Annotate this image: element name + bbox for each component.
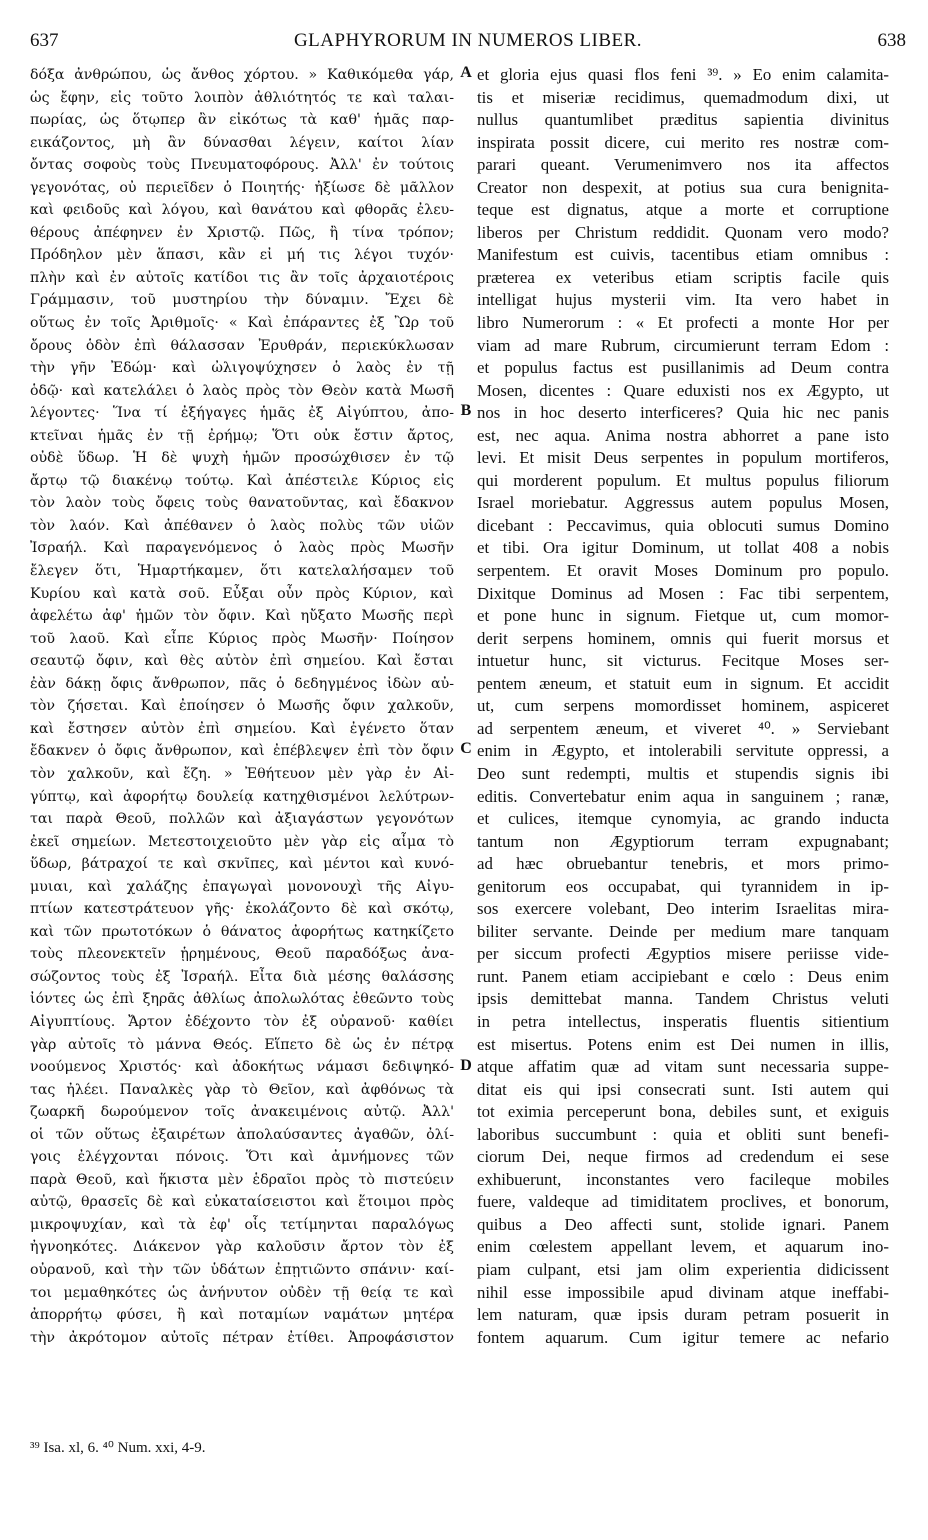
greek-text-line: γὰρ αὐτοῖς τὸ μάννα Θεός. Εἵπετο δὲ ὡς ἐν πέτρᾳ xyxy=(30,1036,454,1053)
latin-text-line: per siccum profecti Ægyptios misere periisse vide- xyxy=(477,944,889,964)
greek-text-line: ὄρους ὁδὸν ἐπὶ θάλασσαν Ἐρυθράν, περιεκύκλωσαν xyxy=(30,337,454,354)
greek-text-line: λέγοντες· Ἵνα τί ἐξήγαγες ἡμᾶς ἐξ Αἰγύπτου, ἀπο- xyxy=(30,405,454,422)
latin-text-line: Deo sunt redempti, multis et stupendis signis ibi xyxy=(477,763,889,783)
latin-text-line: tantum non Ægyptiorum terram expugnabant; xyxy=(477,831,889,851)
greek-text-line: τὸν λαόν. Καὶ ἀπέθανεν ὁ λαὸς πολὺς τῶν υἱῶν xyxy=(30,517,454,534)
greek-text-line: πτίων κατεστράτευον γῆς· ἐκολάζοντο δὲ καὶ σκότῳ, xyxy=(30,901,454,918)
latin-text-line: præterea ex veteribus etiam scriptis facile quis xyxy=(477,267,889,287)
greek-text-line: καὶ φειδοῦς καὶ λόγου, καὶ θανάτου καὶ φθορᾶς ἐλευ- xyxy=(30,202,454,219)
latin-text-line: est misertus. Potens enim est Dei numen in illis, xyxy=(477,1034,889,1054)
greek-text-line: ἀφελέτω ἀφ' ἡμῶν τὸν ὄφιν. Καὶ ηὔξατο Μωσῆς περὶ xyxy=(30,608,454,625)
latin-text-line: sos exercere volebant, Deo interim Israelitas mira- xyxy=(477,899,889,919)
latin-text-line: et populus factus est pusillanimis ad Deum contra xyxy=(477,358,889,378)
greek-text-line: ται παρὰ Θεοῦ, πολλῶν καὶ ἀξιαγάστων γεγονότων xyxy=(30,811,454,828)
latin-text-line: ad hæc obruebantur tenebris, et mors primo- xyxy=(477,854,889,874)
greek-text-line: οὕτως ἐν τοῖς Ἀριθμοῖς· « Καὶ ἐπάραντες ἐξ Ὢρ τοῦ xyxy=(30,315,454,332)
latin-text-line: et culices, itemque cynomyia, ac grando inducta xyxy=(477,809,889,829)
greek-text-line: Πρόδηλον μὲν ἅπασι, κἂν εἰ μή τις λέγοι τυχόν· xyxy=(30,247,454,264)
greek-text-line: θέρους ἀπέφηνεν ἐν Χριστῷ. Πῶς, ἢ τίνα τρόπον; xyxy=(30,224,454,241)
latin-text-line: qui morderent populum. Et multus populus filiorum xyxy=(477,470,889,490)
greek-text-line: δόξα ἀνθρώπου, ὡς ἄνθος χόρτου. » Καθικόμεθα γάρ, xyxy=(30,67,454,83)
greek-text-line: τὴν γῆν Ἐδώμ· καὶ ὠλιγοψύχησεν ὁ λαὸς ἐν τῇ xyxy=(30,360,454,377)
latin-text-line: viam ad mare Rubrum, circumierunt terram Edom : xyxy=(477,335,889,355)
page-header xyxy=(30,30,906,60)
greek-text-line: γύπτῳ, καὶ ἀφορήτῳ δουλείᾳ κατηχθισμένοι λελύτρων- xyxy=(30,788,454,805)
margin-marker-a: A xyxy=(460,64,472,81)
greek-text-line: ἠγνοηκότες. Διάκενον γὰρ καλοῦσιν ἄρτον τὸν ἐξ xyxy=(30,1239,454,1256)
greek-text-line: κτεῖναι ἡμᾶς ἐν τῇ ἐρήμῳ; Ὅτι οὐκ ἔστιν ἄρτος, xyxy=(30,427,454,444)
latin-text-line: Manifestum est cuivis, tacentibus etiam omnibus : xyxy=(477,245,889,265)
latin-text-line: runt. Panem etiam accipiebant e cœlo : Deus enim xyxy=(477,966,889,986)
latin-text-line: laboribus succumbunt : quia et obliti sunt benefi- xyxy=(477,1124,889,1144)
latin-text-line: enim in Ægypto, et intolerabili servitute oppressi, a xyxy=(477,741,889,761)
latin-text-line: ipsis demittebat manna. Tandem Christus veluti xyxy=(477,989,889,1009)
running-title: GLAPHYRORUM IN NUMEROS LIBER. xyxy=(293,30,643,51)
greek-text-line: ἄρτῳ τῷ διακένῳ τούτῳ. Καὶ ἀπέστειλε Κύριος εἰς xyxy=(30,472,454,489)
latin-text-line: Mosen, dicentes : Quare eduxisti nos ex Ægypto, ut xyxy=(477,380,889,400)
latin-text-line: est, nec aqua. Anima nostra abhorret a pane isto xyxy=(477,425,889,445)
latin-text-line: ad serpentem æneum, et viveret ⁴⁰. » Serviebant xyxy=(477,718,889,738)
latin-text-line: Creator non despexit, at potius sua cura benignita- xyxy=(477,177,889,197)
latin-text-line: tot eximia perceperunt bona, debiles sunt, et exiguis xyxy=(477,1102,889,1122)
greek-text-line: οὐρανοῦ, καὶ τὴν τῶν ὑδάτων ἐπῃτιῶντο σπάνιν· καί- xyxy=(30,1261,454,1278)
greek-text-line: ὄντας σοφοὺς τοὺς Πνευματοφόρους. Ἀλλ' ἐν τούτοις xyxy=(30,157,454,174)
greek-text-line: τὸν λαὸν τοὺς ὄφεις τοὺς θανατοῦντας, καὶ ἔδακνον xyxy=(30,495,454,512)
greek-text-line: Αἰγυπτίους. Ἄρτον ἐδέχοντο τὸν ἐξ οὐρανοῦ· καθίει xyxy=(30,1013,454,1030)
greek-text-line: καὶ τῶν πρωτοτόκων ὁ θάνατος ἀφορήτως κατηκίζετο xyxy=(30,923,454,940)
greek-text-line: οὐδὲ ὕδωρ. Ἡ δὲ ψυχὴ ἡμῶν προσώχθισεν ἐν τῷ xyxy=(30,450,454,467)
latin-text-line: pentem æneum, et statuit eum in signum. Et accidit xyxy=(477,673,889,693)
greek-text-line: τοὺς πλεονεκτεῖν ᾑρημένους, Θεοῦ παραδόξως ἀνα- xyxy=(30,946,454,963)
greek-text-line: ὕδωρ, βάτραχοί τε καὶ σκνῖπες, καὶ μέντοι καὶ κυνό- xyxy=(30,856,454,873)
latin-text-line: lem naturam, quæ ipsis duram petram posuerit in xyxy=(477,1305,889,1325)
greek-text-line: εικάζοντος, μὴ ἂν δύνασθαι λέγειν, καίτοι λίαν xyxy=(30,134,454,151)
greek-text-line: τοι μεμαθηκότες ὡς ἀνήνυτον οὐδὲν τῇ θείᾳ τε καὶ xyxy=(30,1284,454,1301)
latin-text-line: inspirata possit dicere, cui merito res nostræ com- xyxy=(477,132,889,152)
greek-text-line: καὶ ἔστησεν αὐτὸν ἐπὶ σημείου. Καὶ ἐγένετο ὅταν xyxy=(30,720,454,737)
greek-text-line: τὸν ζήσεται. Καὶ ἐποίησεν ὁ Μωσῆς ὄφιν χαλκοῦν, xyxy=(30,698,454,715)
greek-text-line: σεαυτῷ ὄφιν, καὶ θὲς αὐτὸν ἐπὶ σημείου. Καὶ ἔσται xyxy=(30,653,454,670)
greek-text-line: γοις ἐλέγχονται πόνοις. Ὅτι καὶ ἀμνήμονες τῶν xyxy=(30,1149,454,1166)
latin-text-line: nihil esse impossibile apud divinam atque ineffabi- xyxy=(477,1282,889,1302)
latin-text-line: genitorum eos occupabat, qui tyrannidem in ip- xyxy=(477,876,889,896)
greek-text-line: τὸν χαλκοῦν, καὶ ἔζη. » Ἐθήτευον μὲν γὰρ ἐν Αἰ- xyxy=(30,765,454,782)
latin-text-line: tis et miseriæ recidimus, quemadmodum dixi, ut xyxy=(477,87,889,107)
greek-text-line: οἱ τῶν οὕτως ἐξαιρέτων ἀπολαύσαντες ἀγαθῶν, ὀλί- xyxy=(30,1126,454,1143)
latin-text-line: et gloria ejus quasi flos feni ³⁹. » Eo enim calamita- xyxy=(477,65,889,84)
latin-text-line: libro Numerorum : « Et profecti a monte Hor per xyxy=(477,313,889,333)
latin-text-line: teque est dignatus, atque a morte et corruptione xyxy=(477,200,889,220)
latin-text-line: levi. Et misit Deus serpentes in populum mortiferos, xyxy=(477,448,889,468)
latin-text-line: intelligat hujus mysterii vim. Ita vero habet in xyxy=(477,290,889,310)
latin-text-line: parari queant. Verumenimvero nos ita affectos xyxy=(477,155,889,175)
greek-text-line: Κυρίου καὶ κατὰ σοῦ. Εὖξαι οὖν πρὸς Κύριον, καὶ xyxy=(30,585,454,602)
footnotes: ³⁹ Isa. xl, 6. ⁴⁰ Num. xxi, 4-9. xyxy=(30,1440,206,1456)
greek-text-line: μικροψυχίαν, καὶ τὰ ἐφ' οἷς τετίμηνται παραλόγως xyxy=(30,1216,454,1233)
latin-text-line: Dixitque Dominus ad Mosen : Fac tibi serpentem, xyxy=(477,583,889,603)
latin-text-line: liberos per Christum reddidit. Quonam vero modo? xyxy=(477,222,889,242)
latin-text-line: atque affatim quæ ad vitam sunt necessaria suppe- xyxy=(477,1057,889,1077)
latin-text-line: Israel moriebatur. Aggressus autem populus Mosen, xyxy=(477,493,889,513)
greek-text-line: νοούμενος Χριστός· καὶ ἀδοκήτως νάμασι δεδιψηκό- xyxy=(30,1059,454,1076)
greek-text-line: ἰόντες ὡς ἐπὶ ξηρᾶς ἀθλίως ἀπολωλότας ἐθεῶντο τοὺς xyxy=(30,991,454,1008)
latin-text-line: ciorum Dei, neque firmos ad credendum ei sese xyxy=(477,1147,889,1167)
greek-text-line: Γράμμασιν, τοῦ μυστηρίου τὴν δύναμιν. Ἔχει δὲ xyxy=(30,292,454,309)
greek-text-line: παρὰ Θεοῦ, καὶ ἥκιστα μὲν ἑδραῖοι πρὸς τὸ πιστεύειν xyxy=(30,1171,454,1188)
page-number-left: 637 xyxy=(30,30,59,51)
greek-text-line: ὁδῷ· καὶ κατελάλει ὁ λαὸς πρὸς τὸν Θεὸν κατὰ Μωσῆ xyxy=(30,382,454,399)
latin-text-line: editis. Convertebatur enim aqua in sanguinem ; ranæ, xyxy=(477,786,889,806)
margin-marker-b: B xyxy=(460,402,472,419)
latin-column xyxy=(477,64,889,1349)
page-number-right: 638 xyxy=(877,30,906,51)
latin-text-line: ditat eis qui ipsi consecrati sunt. Isti autem qui xyxy=(477,1079,889,1099)
latin-text-line: et tibi. Ora igitur Dominum, ut tollat 408 a nobis xyxy=(477,538,889,558)
latin-text-line: fuere, valdeque ad timiditatem proclives, et bonorum, xyxy=(477,1192,889,1212)
latin-text-line: enim cœlestem appellant levem, et aquarum ino- xyxy=(477,1237,889,1257)
greek-column xyxy=(30,64,454,1349)
greek-text-line: γεγονότας, οὐ περιεῖδεν ὁ Ποιητής· ἠξίωσε δὲ μᾶλλον xyxy=(30,179,454,196)
latin-text-line: piam culpant, etsi jam olim experientia didicissent xyxy=(477,1259,889,1279)
greek-text-line: ἀπορρήτῳ φύσει, ἢ καὶ ποταμίων ναμάτων μητέρα xyxy=(30,1307,454,1324)
latin-text-line: fontem aquarum. Cum igitur temere ac nefario xyxy=(477,1327,889,1347)
latin-text-line: biliter servante. Deinde per medium mare tanquam xyxy=(477,921,889,941)
latin-text-line: exhibuerunt, inconstantes vero facileque mobiles xyxy=(477,1169,889,1189)
latin-text-line: quibus a Deo affecti sunt, stolide ignari. Panem xyxy=(477,1214,889,1234)
latin-text-line: ut, cum serpens momordisset hominem, aspiceret xyxy=(477,696,889,716)
greek-text-line: μυιαι, καὶ χαλάζης ἐπαγωγαὶ μονονουχὶ τῆς Αἰγυ- xyxy=(30,878,454,895)
latin-text-line: nullus quantumlibet præditus sapientia divinitus xyxy=(477,110,889,130)
margin-marker-c: C xyxy=(460,740,472,757)
latin-text-line: in petra intellectus, insperatis fluentis sitientium xyxy=(477,1011,889,1031)
latin-text-line: nos in hoc deserto interficeres? Quia hic nec panis xyxy=(477,403,889,423)
greek-text-line: ἐκεῖ σημείων. Μετεστοιχειοῦτο μὲν γὰρ εἰς αἷμα τὸ xyxy=(30,833,454,850)
greek-text-line: τὴν ἀκρότομον αὐτοῖς πέτραν ἐτίθει. Ἀπροφάσιστον xyxy=(30,1329,454,1346)
greek-text-line: σώζοντος τοὺς ἐξ Ἰσραήλ. Εἶτα διὰ μέσης θαλάσσης xyxy=(30,968,454,985)
greek-text-line: ὡς ἔφην, εἰς τοῦτο λοιπὸν ἀθλιότητός τε καὶ ταλαι- xyxy=(30,89,454,106)
greek-text-line: πωρίας, ὡς ὅτῳπερ ἂν εἰκότως τὰ καθ' ἡμᾶς παρ- xyxy=(30,112,454,129)
greek-text-line: τας ἠλέει. Παναλκὲς γὰρ τὸ Θεῖον, καὶ ἀφθόνως τὰ xyxy=(30,1081,454,1098)
greek-text-line: αὐτῷ, θρασεῖς δὲ καὶ εὐκαταίσειστοι καὶ ἕτοιμοι πρὸς xyxy=(30,1194,454,1211)
latin-text-line: serpentem. Et oravit Moses Dominum pro populo. xyxy=(477,561,889,581)
greek-text-line: ἐὰν δάκῃ ὄφις ἄνθρωπον, πᾶς ὁ δεδηγμένος ἰδὼν αὐ- xyxy=(30,675,454,692)
latin-text-line: derit serpens hominem, omnis qui fuerit morsus et xyxy=(477,628,889,648)
margin-marker-d: D xyxy=(460,1057,472,1074)
latin-text-line: intuetur hunc, sit victurus. Fecitque Moses ser- xyxy=(477,651,889,671)
greek-text-line: Ἰσραήλ. Καὶ παραγενόμενος ὁ λαὸς πρὸς Μωσῆν xyxy=(30,540,454,557)
greek-text-line: τοῦ λαοῦ. Καὶ εἶπε Κύριος πρὸς Μωσῆν· Ποίησον xyxy=(30,630,454,647)
greek-text-line: ἔλεγεν ὅτι, Ἡμαρτήκαμεν, ὅτι κατελαλήσαμεν τοῦ xyxy=(30,563,454,580)
greek-text-line: πλὴν καὶ ἐν αὐτοῖς κατίδοι τις ἂν τοῖς ἀρχαιοτέροις xyxy=(30,269,454,286)
greek-text-line: ζωαρκῆ δωρούμενον τοῖς ἀνακειμένοις αὐτῷ. Ἀλλ' xyxy=(30,1104,454,1121)
greek-text-line: ἔδακνεν ὁ ὄφις ἄνθρωπον, καὶ ἐπέβλεψεν ἐπὶ τὸν ὄφιν xyxy=(30,743,454,760)
latin-text-line: et pone hunc in signum. Fietque ut, cum momor- xyxy=(477,606,889,626)
latin-text-line: dicebant : Peccavimus, quia oblocuti sumus Domino xyxy=(477,515,889,535)
